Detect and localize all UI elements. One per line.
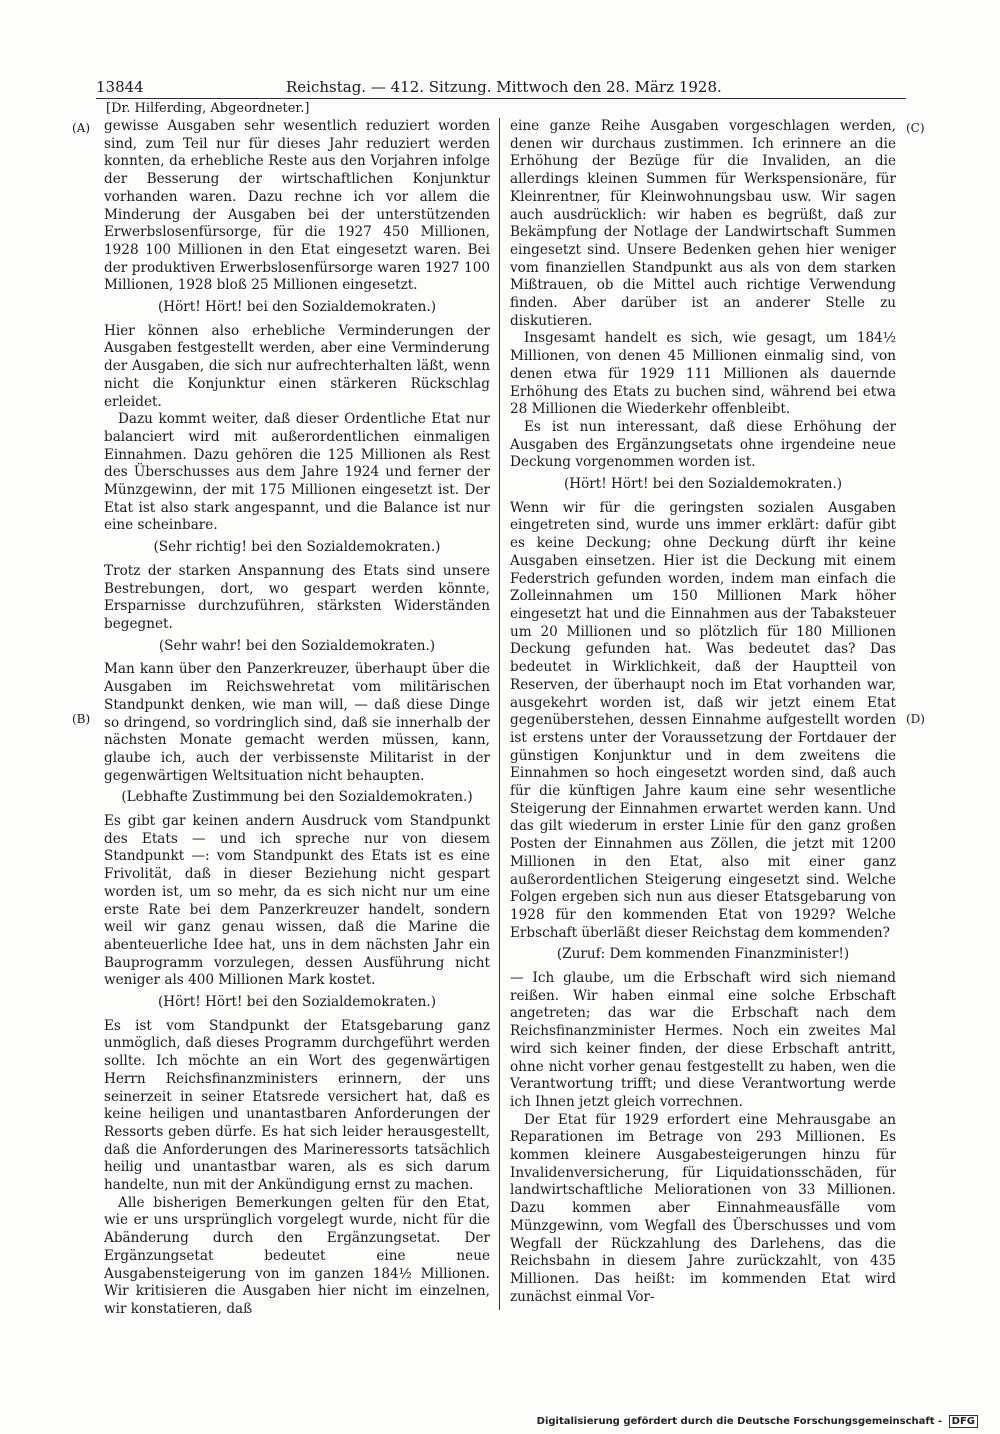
interjection: (Hört! Hört! bei den Sozialdemokraten.) — [157, 994, 437, 1011]
dfg-logo: DFG — [949, 1415, 978, 1428]
paragraph: Hier können also erhebliche Verminderungen der Ausgaben festgestellt werden, aber eine Verminderung der Ausgaben, die sich nur aufrechterhalten läßt, wenn nicht die Konjunktur einen stärkeren Rückschlag erleidet. — [104, 322, 490, 410]
paragraph: eine ganze Reihe Ausgaben vorgeschlagen werden, denen wir durchaus zustimmen. Ich erinnere an die Erhöhung der Bezüge für die Invaliden, an die allerdings kleinen Summen für Werkspensionäre, für Kleinrentner, für Kleinwohnungsbau usw. Wir sagen auch ausdrücklich: wir haben es begrüßt, daß zur Bekämpfung der Notlage der Landwirtschaft Summen eingesetzt sind. Unsere Bedenken gehen hier weniger vom finanziellen Standpunkt aus als von dem starken Mißtrauen, ob die Mittel auch richtige Verwendung finden. Aber darüber ist an anderer Stelle zu diskutieren. — [510, 118, 896, 329]
right-column — [510, 118, 896, 1306]
paragraph: gewisse Ausgaben sehr wesentlich reduziert worden sind, zum Teil nur für dieses Jahr reduziert werden konnten, da erhebliche Reste aus den Vorjahren infolge der Besserung der wirtschaftlichen Konjunktur vorhanden waren. Dazu rechne ich vor allem die Minderung der Ausgaben bei der unterstützenden Erwerbslosenfürsorge, für die 1927 450 Millionen, 1928 100 Millionen in den Etat eingesetzt waren. Bei der produktiven Erwerbslosenfürsorge waren 1927 100 Millionen, 1928 bloß 25 Millionen eingesetzt. — [104, 118, 490, 294]
interjection: (Lebhafte Zustimmung bei den Sozialdemokraten.) — [121, 789, 473, 806]
footer-text: Digitalisierung gefördert durch die Deutsche Forschungsgemeinschaft - — [536, 1416, 943, 1427]
paragraph: Der Etat für 1929 erfordert eine Mehrausgabe an Reparationen im Betrage von 293 Millionen. Es kommen kleinere Ausgabesteigerungen hinzu für Invalidenversicherung, für Liquidationsschäden, für landwirtschaftliche Meliorationen von 33 Millionen. Dazu kommen aber Einnahmeausfälle vom Münzgewinn, vom Wegfall des Überschusses und vom Wegfall der Rückzahlung des Darlehens, das die Reichsbahn in diesem Jahre zurückzahlt, von 435 Millionen. Das heißt: im kommenden Etat wird zunächst einmal Vor- — [510, 1111, 896, 1305]
margin-mark-c: (C) — [906, 121, 925, 135]
paragraph: Es ist vom Standpunkt der Etatsgebarung ganz unmöglich, daß dieses Programm durchgeführt werden sollte. Ich möchte an ein Wort des gegenwärtigen Herrn Reichsfinanzministers erinnern, der uns seinerzeit in seiner Etatsrede versichert hat, daß es keine heiligen und unantastbaren Anforderungen der Ressorts geben dürfe. Es hat sich leider herausgestellt, daß die Anforderungen des Marineressorts tatsächlich heilig und unantastbar waren, als es sich darum handelte, nun mit der Ankündigung ernst zu machen. — [104, 1017, 490, 1194]
left-column — [104, 118, 490, 1319]
margin-mark-b: (B) — [72, 712, 91, 726]
speaker-line: [Dr. Hilferding, Abgeordneter.] — [106, 101, 310, 116]
paragraph: Es ist nun interessant, daß diese Erhöhung der Ausgaben des Ergänzungsetats ohne irgendeine neue Deckung vorgenommen worden ist. — [510, 418, 896, 471]
running-header — [96, 76, 906, 99]
column-divider — [499, 118, 500, 1310]
paragraph: Dazu kommt weiter, daß dieser Ordentliche Etat nur balanciert wird mit außerordentlichen einmaligen Einnahmen. Dazu gehören die 125 Millionen als Rest des Überschusses aus dem Jahre 1924 und ferner der Münzgewinn, der mit 175 Millionen eingesetzt ist. Der Etat ist also stark angespannt, und die Balance ist nur eine scheinbare. — [104, 411, 490, 534]
interjection: (Hört! Hört! bei den Sozialdemokraten.) — [157, 299, 437, 316]
page-number: 13844 — [96, 78, 144, 96]
footer — [537, 1415, 978, 1428]
paragraph: Alle bisherigen Bemerkungen gelten für den Etat, wie er uns ursprünglich vorgelegt wurde, nicht für die Abänderung durch den Ergänzungsetat. Der Ergänzungsetat bedeutet eine neue Ausgabensteigerung von im ganzen 184½ Millionen. Wir kritisieren die Ausgaben hier nicht im einzelnen, wir konstatieren, daß — [104, 1194, 490, 1317]
paragraph: Es gibt gar keinen andern Ausdruck vom Standpunkt des Etats — und ich spreche nur von diesem Standpunkt —: vom Standpunkt des Etats ist es eine Frivolität, daß in dieser Beziehung nicht gespart worden ist, um so mehr, da es sich nicht nur um eine erste Rate bei dem Panzerkreuzer handelt, sondern weil wir ganz genau wissen, daß die Marine die abenteuerliche Idee hat, uns in dem nächsten Jahr ein Bauprogramm vorzulegen, dessen Ausführung nicht weniger als 400 Millionen Mark kostet. — [104, 813, 490, 989]
interjection: (Zuruf: Dem kommenden Finanzminister!) — [556, 946, 850, 963]
margin-mark-d: (D) — [906, 712, 925, 726]
interjection: (Sehr wahr! bei den Sozialdemokraten.) — [158, 637, 436, 654]
paragraph: Insgesamt handelt es sich, wie gesagt, um 184½ Millionen, von denen 45 Millionen einmalig sind, von denen etwa für 1929 111 Millionen als dauernde Erhöhung des Etats zu buchen sind, während bei etwa 28 Millionen die Wiederkehr offenbleibt. — [510, 330, 896, 418]
interjection: (Hört! Hört! bei den Sozialdemokraten.) — [563, 476, 843, 493]
margin-mark-a: (A) — [72, 121, 91, 135]
interjection: (Sehr richtig! bei den Sozialdemokraten.) — [153, 539, 441, 556]
paragraph: Man kann über den Panzerkreuzer, überhaupt über die Ausgaben im Reichswehretat vom militärischen Standpunkt denken, wie man will, — daß diese Dinge so dringend, so vordringlich sind, daß sie innerhalb der nächsten Monate gemacht werden müssen, kann, glaube ich, auch der verbissenste Militarist in der gegenwärtigen Weltsituation nicht behaupten. — [104, 661, 490, 784]
paragraph: Trotz der starken Anspannung des Etats sind unsere Bestrebungen, dort, wo gespart werden könnte, Ersparnisse durchzuführen, stärksten Widerständen begegnet. — [104, 562, 490, 632]
running-title: Reichstag. — 412. Sitzung. Mittwoch den 28. März 1928. — [286, 78, 722, 96]
paragraph: — Ich glaube, um die Erbschaft wird sich niemand reißen. Wir haben einmal eine solche Erbschaft angetreten; das war die Erbschaft nach dem Reichsfinanzminister Hermes. Noch ein zweites Mal wird sich keiner finden, der diese Erbschaft antritt, ohne nicht vorher genau festgestellt zu haben, wen die Verantwortung trifft; und diese Verantwortung werde ich Ihnen jetzt gleich vorrechnen. — [510, 970, 896, 1110]
paragraph: Wenn wir für die geringsten sozialen Ausgaben eingetreten sind, wurde uns immer erklärt: dafür gibt es keine Deckung; ohne Deckung dürft ihr keine Ausgaben einsetzen. Hier ist die Deckung mit einem Federstrich gefunden worden, indem man einfach die Zolleinnahmen um 150 Millionen Mark höher eingesetzt hat und die Einnahmen aus der Tabaksteuer um 20 Millionen und so plötzlich für 180 Millionen Deckung gefunden hat. Was bedeutet das? Das bedeutet in Wirklichkeit, daß der Hauptteil von Reserven, der überhaupt noch im Etat vorhanden war, ausgekehrt worden ist, daß wir jetzt einem Etat gegenüberstehen, dessen Einnahme aufgestellt worden ist erstens unter der Voraussetzung der Fortdauer der günstigen Konjunktur und in dem zweitens die Einnahmen so hoch eingesetzt worden sind, daß auch für die künftigen Jahre kaum eine sehr wesentliche Steigerung der Einnahmen erwartet werden kann. Und das gilt wiederum in erster Linie für den ganz großen Posten der Einnahmen aus Zöllen, die jetzt mit 1200 Millionen in den Etat, also mit einer ganz außerordentlichen Steigerung eingesetzt sind. Welche Folgen ergeben sich nun aus dieser Etatsgebarung von 1928 für den kommenden Etat von 1929? Welche Erbschaft überläßt dieser Reichstag dem kommenden? — [510, 499, 896, 941]
